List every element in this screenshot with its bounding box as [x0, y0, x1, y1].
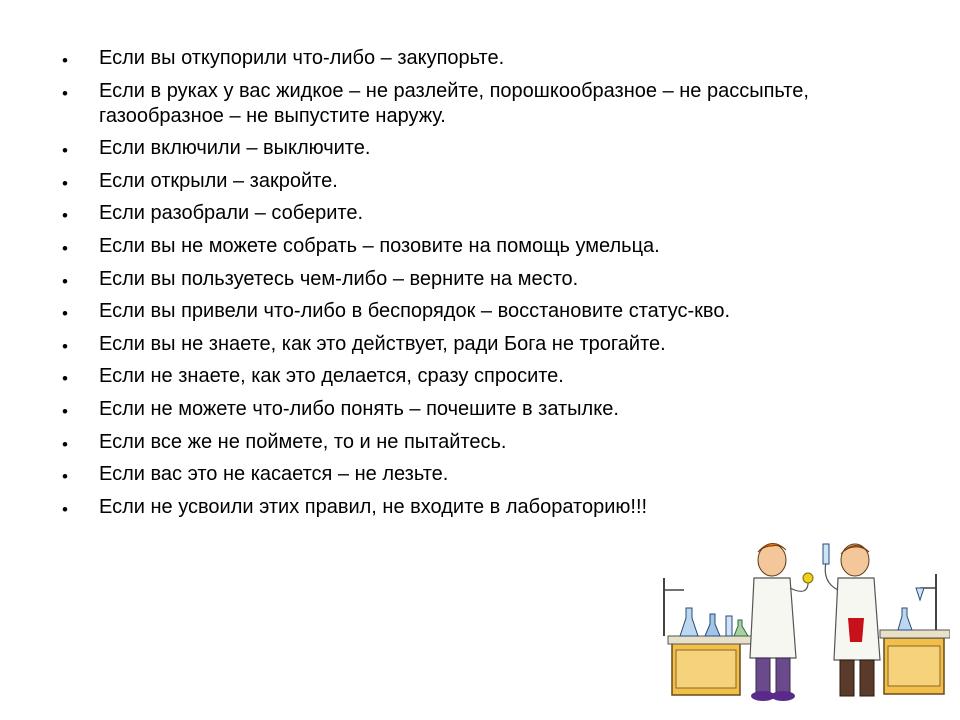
rule-item	[62, 201, 882, 226]
rule-text: Если включили – выключите.	[99, 137, 371, 160]
rule-text: Если все же не поймете, то и не пытайтесь.	[99, 430, 507, 453]
rule-item	[62, 430, 882, 455]
rule-item	[62, 234, 882, 259]
rule-item	[62, 397, 882, 422]
bullet-icon: •	[62, 271, 68, 291]
bullet-icon: •	[62, 304, 68, 324]
rule-text: Если не знаете, как это делается, сразу спросите.	[99, 365, 564, 388]
bullet-icon: •	[62, 467, 68, 487]
rule-item	[62, 267, 882, 292]
bullet-icon: •	[62, 206, 68, 226]
rule-text: Если вас это не касается – не лезьте.	[99, 463, 449, 486]
bullet-icon: •	[62, 51, 68, 70]
bullet-icon: •	[62, 238, 68, 258]
rule-item	[62, 169, 882, 194]
bullet-icon: •	[62, 434, 68, 454]
bullet-icon: •	[62, 499, 68, 519]
rule-item	[62, 46, 882, 71]
rule-item	[62, 332, 882, 357]
rule-text: Если не можете что-либо понять – почешите в затылке.	[99, 397, 619, 420]
bullet-icon: •	[62, 83, 68, 103]
rule-item	[62, 462, 882, 487]
bullet-icon: •	[62, 369, 68, 389]
rule-text: Если вы не знаете, как это действует, ради Бога не трогайте.	[99, 332, 666, 355]
lab-chemists-illustration-icon	[650, 538, 950, 716]
rule-item	[62, 364, 882, 389]
rule-item	[62, 136, 882, 161]
rule-item	[62, 495, 882, 520]
rules-list	[62, 46, 882, 527]
rule-text: Если не усвоили этих правил, не входите в лабораторию!!!	[99, 495, 648, 518]
rule-text: Если открыли – закройте.	[99, 169, 338, 192]
bullet-icon: •	[62, 173, 68, 193]
rule-text: Если вы откупорили что-либо – закупорьте.	[99, 47, 505, 69]
rule-text: Если вы привели что-либо в беспорядок – восстановите статус-кво.	[99, 300, 730, 323]
rule-text: Если в руках у вас жидкое – не разлейте, порошкообразное – не рассыпьте, газообразное – не выпустите наружу.	[99, 79, 809, 127]
rule-text: Если вы пользуетесь чем-либо – верните на место.	[99, 267, 579, 290]
rule-text: Если разобрали – соберите.	[99, 202, 363, 225]
rule-item	[62, 79, 882, 129]
rule-text: Если вы не можете собрать – позовите на помощь умельца.	[99, 234, 660, 257]
bullet-icon: •	[62, 141, 68, 161]
rule-item	[62, 299, 882, 324]
bullet-icon: •	[62, 336, 68, 356]
bullet-icon: •	[62, 401, 68, 421]
